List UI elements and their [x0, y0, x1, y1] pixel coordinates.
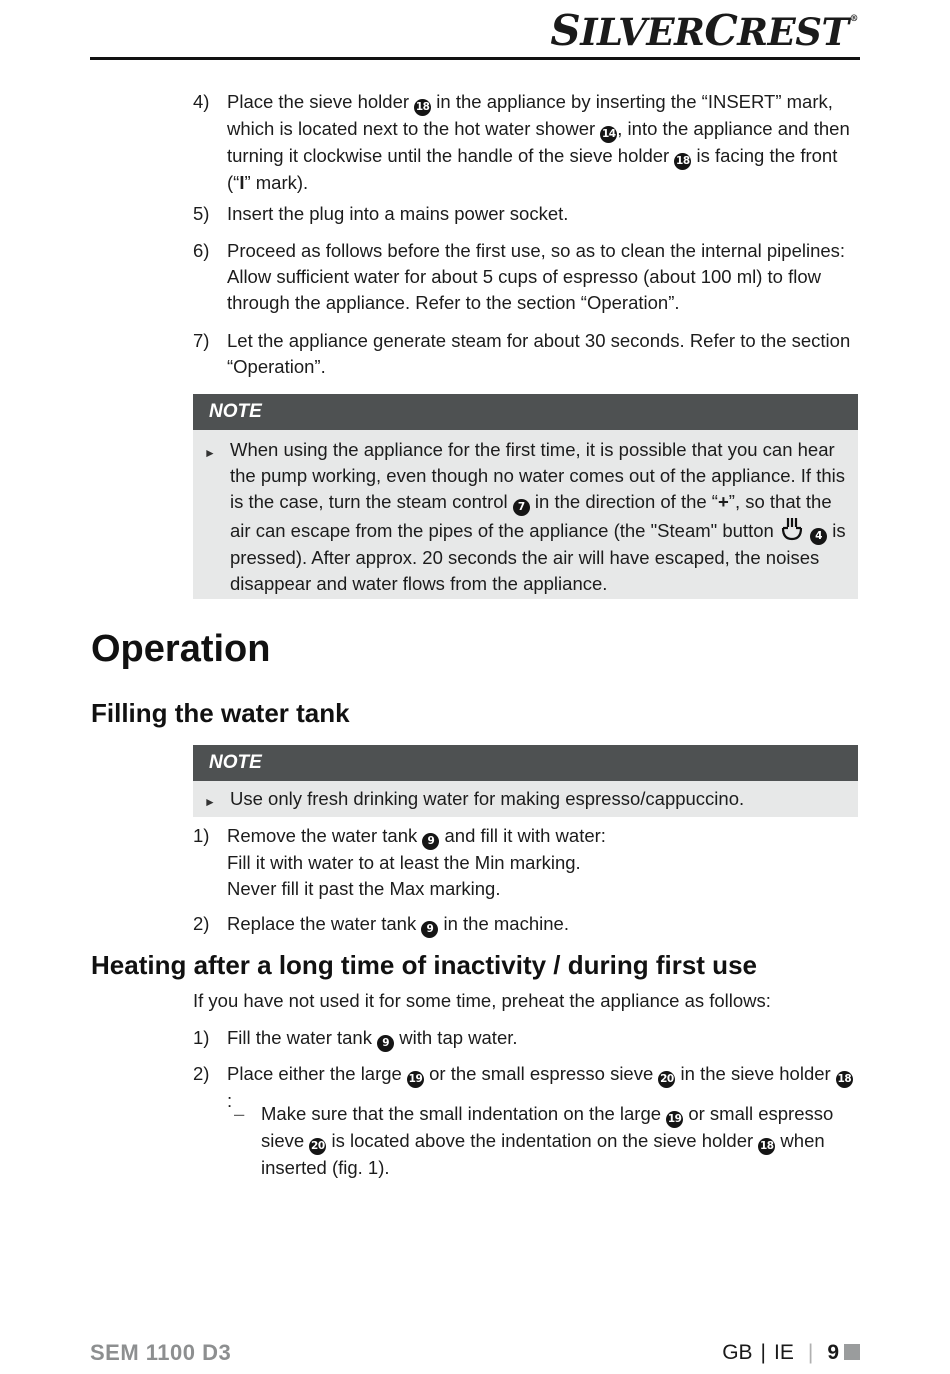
dash-item — [234, 1101, 844, 1181]
part-number-badge: 18 — [674, 153, 691, 170]
part-number-badge: 18 — [414, 99, 431, 116]
fill-step-2 — [193, 911, 853, 938]
heat-step-1 — [193, 1025, 853, 1052]
note-body: ► Use only fresh drinking water for making espresso/cappuccino. — [193, 781, 858, 817]
step-5 — [193, 201, 853, 227]
note-body: ► When using the appliance for the first time, it is possible that you can hear the pump working, even though no water comes out of the appliance. If this is the case, turn the steam control 7 in the direction of the “+”, so that the air can escape from the pipes of the appliance (the "Steam" button 4 is pressed). After approx. 20 seconds the air will have escaped, the noises disappear and water flows from the appliance. — [193, 430, 858, 599]
note-header: NOTE — [193, 745, 858, 781]
page-number: 9 — [827, 1341, 839, 1364]
part-number-badge: 4 — [810, 528, 827, 545]
step-number: 7) — [193, 330, 210, 351]
brand-logo: SILVERCREST® — [550, 6, 858, 55]
step-number: 1) — [193, 1027, 210, 1048]
subsection-title: Filling the water tank — [91, 698, 350, 728]
dash-text: Make sure that the small indentation on the large 19 or small espresso sieve 20 is located above the indentation on the sieve holder 18 when inserted (fig. 1). — [261, 1103, 834, 1178]
step-7 — [193, 328, 853, 380]
dash-marker: – — [234, 1103, 245, 1124]
triangle-right-icon: ► — [204, 795, 216, 809]
fill-step-1 — [193, 823, 853, 902]
part-number-badge: 14 — [600, 126, 617, 143]
section-title: Operation — [91, 628, 271, 670]
triangle-right-icon: ► — [204, 446, 216, 460]
step-number: 1) — [193, 825, 210, 846]
step-text: Let the appliance generate steam for about 30 seconds. Refer to the section “Operation”. — [227, 330, 851, 377]
part-number-badge: 19 — [666, 1111, 683, 1128]
step-text: Place either the large 19 or the small espresso sieve 20 in the sieve holder 18: — [227, 1063, 852, 1111]
part-number-badge: 9 — [377, 1035, 394, 1052]
step-text: Place the sieve holder 18 in the appliance by inserting the “INSERT” mark, which is located next to the hot water shower 14, into the appliance and then turning it clockwise until the handle of the sieve holder 18 is facing the front (“I” mark). — [227, 91, 850, 193]
model-number: SEM 1100 D3 — [90, 1340, 232, 1365]
intro-text: If you have not used it for some time, preheat the appliance as follows: — [193, 990, 771, 1011]
part-number-badge: 20 — [658, 1071, 675, 1088]
part-number-badge: 18 — [836, 1071, 853, 1088]
step-number: 6) — [193, 240, 210, 261]
steam-button-icon — [779, 516, 805, 542]
subsection-title: Heating after a long time of inactivity / during first use — [91, 950, 757, 980]
footer-page-info: GB | IE | 9 — [722, 1341, 860, 1365]
step-6 — [193, 238, 853, 316]
step-4 — [193, 89, 853, 196]
step-number: 2) — [193, 1063, 210, 1084]
step-text: Proceed as follows before the first use, so as to clean the internal pipelines: Allow sufficient water for about 5 cups of espresso (about 100 ml) to flow through the appliance. Refer to the section “Operation”. — [227, 240, 846, 313]
step-text: Replace the water tank 9 in the machine. — [227, 911, 853, 938]
step-text: Insert the plug into a mains power socket. — [227, 203, 569, 224]
note-header: NOTE — [193, 394, 858, 430]
part-number-badge: 9 — [421, 921, 438, 938]
part-number-badge: 7 — [513, 499, 530, 516]
page-marker-square — [844, 1344, 860, 1360]
plus-symbol: + — [717, 491, 729, 512]
part-number-badge: 18 — [758, 1138, 775, 1155]
header-rule — [90, 57, 860, 60]
step-number: 2) — [193, 913, 210, 934]
step-number: 4) — [193, 91, 210, 112]
step-number: 5) — [193, 203, 210, 224]
step-text: Fill the water tank 9 with tap water. — [227, 1025, 853, 1052]
step-text: Remove the water tank 9 and fill it with water: Fill it with water to at least the Min marking. Never fill it past the Max marking. — [227, 825, 606, 899]
part-number-badge: 9 — [422, 833, 439, 850]
part-number-badge: 19 — [407, 1071, 424, 1088]
part-number-badge: 20 — [309, 1138, 326, 1155]
